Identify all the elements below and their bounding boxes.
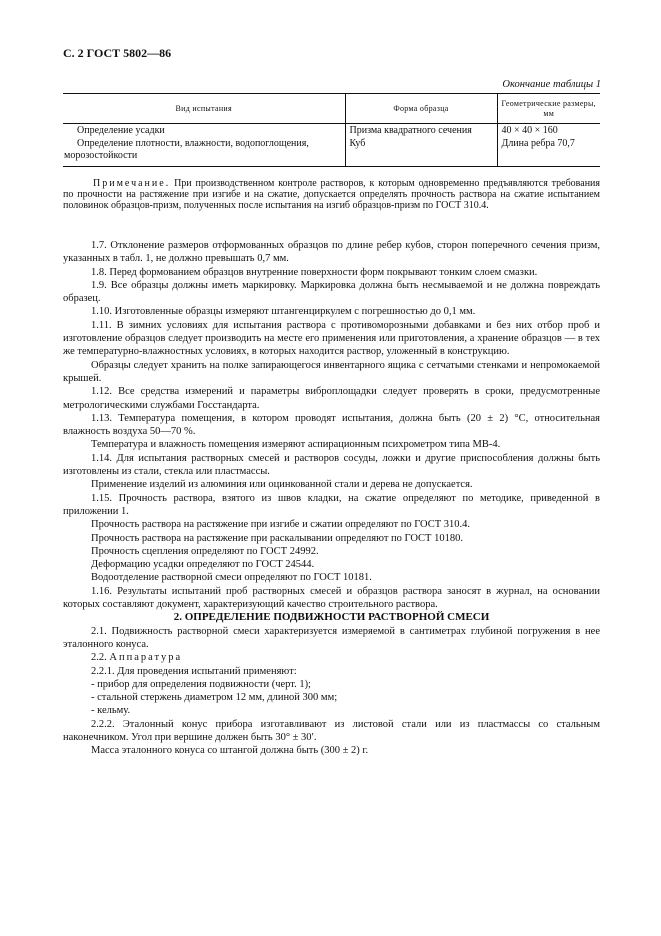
table-note bbox=[63, 178, 600, 211]
paragraph: Применение изделий из алюминия или оцинкованной стали и дерева не допускается. bbox=[91, 479, 473, 491]
table-header-row bbox=[63, 94, 600, 124]
paragraph: 1.16. Результаты испытаний проб растворных смесей и образцов раствора заносят в журнал, на основании которых составляют документ, характеризующий качество строительного раствора. bbox=[63, 585, 600, 611]
paragraph: Образцы следует хранить на полке запирающегося инвентарного ящика с сетчатыми стенками и непромокаемой крышей. bbox=[63, 359, 600, 384]
column-header: Форма образца bbox=[345, 94, 497, 124]
table-cell: Определение плотности, влажности, водопоглощения, морозостойкости bbox=[63, 137, 345, 167]
table-caption: Окончание таблицы 1 bbox=[502, 79, 601, 90]
paragraph: 1.14. Для испытания растворных смесей и растворов сосуды, ложки и другие приспособления должны быть изготовлены из стали, стекла или пластмассы. bbox=[63, 452, 600, 478]
table-row bbox=[63, 124, 600, 138]
section-heading: 2. ОПРЕДЕЛЕНИЕ ПОДВИЖНОСТИ РАСТВОРНОЙ СМЕСИ bbox=[173, 611, 490, 624]
list-item: - стальной стержень диаметром 12 мм, длиной 300 мм; bbox=[91, 692, 338, 704]
note-text: При производственном контроле растворов, к которым одновременно предъявляются требования по прочности на растяжение при изгибе и на сжатие, допускается определять прочность раствора на сжатие испытанием половинок образцов-призм, полученных после испытания на изгиб образцов-призм по ГОСТ 310.4. bbox=[63, 178, 600, 211]
paragraph: 1.15. Прочность раствора, взятого из швов кладки, на сжатие определяют по методике, приведенной в приложении 1. bbox=[63, 492, 600, 517]
paragraph: Температура и влажность помещения измеряют аспирационным психрометром типа МВ-4. bbox=[91, 439, 501, 451]
page-header: С. 2 ГОСТ 5802—86 bbox=[63, 46, 172, 60]
paragraph: 1.12. Все средства измерений и параметры виброплощадки следует проверять в сроки, предусмотренные метрологическими службами Госстандарта. bbox=[63, 386, 600, 411]
table-cell: Определение усадки bbox=[77, 125, 165, 136]
paragraph: 1.9. Все образцы должны иметь маркировку. Маркировка должна быть несмываемой и не должна повреждать образец. bbox=[63, 279, 600, 305]
paragraph: Масса эталонного конуса со штангой должна быть (300 ± 2) г. bbox=[91, 745, 369, 757]
paragraph: Водоотделение растворной смеси определяют по ГОСТ 10181. bbox=[91, 572, 372, 584]
column-header: Геометрические размеры, мм bbox=[497, 94, 600, 124]
column-header: Вид испытания bbox=[63, 94, 345, 124]
paragraph: 1.8. Перед формованием образцов внутренние поверхности форм покрывают тонким слоем смазки. bbox=[91, 266, 538, 278]
paragraph: 1.10. Изготовленные образцы измеряют штангенциркулем с погрешностью до 0,1 мм. bbox=[91, 306, 476, 318]
table-cell: Призма квадратного сечения bbox=[345, 124, 497, 138]
paragraph: Прочность раствора на растяжение при раскалывании определяют по ГОСТ 10180. bbox=[91, 532, 463, 544]
subsection-title: Аппаратура bbox=[109, 652, 183, 664]
main-text bbox=[63, 239, 600, 758]
paragraph: 1.13. Температура помещения, в котором проводят испытания, должна быть (20 ± 2) °С, относительная влажность воздуха 50—70 %. bbox=[63, 412, 600, 438]
specimen-table bbox=[63, 93, 600, 167]
paragraph: Прочность сцепления определяют по ГОСТ 24992. bbox=[91, 545, 319, 557]
table-cell: 40 × 40 × 160 bbox=[497, 124, 600, 138]
paragraph: 1.11. В зимних условиях для испытания раствора с противоморозными добавками и без них отбор проб и изготовление образцов следует производить на месте его применения или приготовления, а хранение образцов — в тех же температурно-влажностных условиях, в которых находится раствор, уложенный в конструкцию. bbox=[63, 319, 600, 358]
paragraph: Деформацию усадки определяют по ГОСТ 24544. bbox=[91, 559, 315, 571]
list-item: - кельму. bbox=[91, 705, 131, 717]
paragraph: 1.7. Отклонение размеров отформованных образцов по длине ребер кубов, сторон поперечного сечения призм, указанных в табл. 1, не должно превышать 0,7 мм. bbox=[63, 240, 600, 265]
table-cell: Длина ребра 70,7 bbox=[497, 137, 600, 167]
table-cell: Куб bbox=[345, 137, 497, 167]
paragraph: 2.2.2. Эталонный конус прибора изготавливают из листовой стали или из пластмассы со стальным наконечником. Угол при вершине должен быть 30° ± 30′. bbox=[63, 718, 600, 743]
table-row bbox=[63, 137, 600, 167]
paragraph: 2.2.1. Для проведения испытаний применяют: bbox=[91, 665, 297, 677]
subsection-number: 2.2. bbox=[91, 652, 107, 664]
list-item: - прибор для определения подвижности (черт. 1); bbox=[91, 678, 311, 690]
paragraph: Прочность раствора на растяжение при изгибе и сжатии определяют по ГОСТ 310.4. bbox=[91, 519, 471, 531]
note-label: Примечание. bbox=[93, 178, 171, 189]
paragraph: 2.1. Подвижность растворной смеси характеризуется измеряемой в сантиметрах глубиной погружения в нее эталонного конуса. bbox=[63, 625, 600, 650]
subsection-heading bbox=[63, 651, 600, 664]
